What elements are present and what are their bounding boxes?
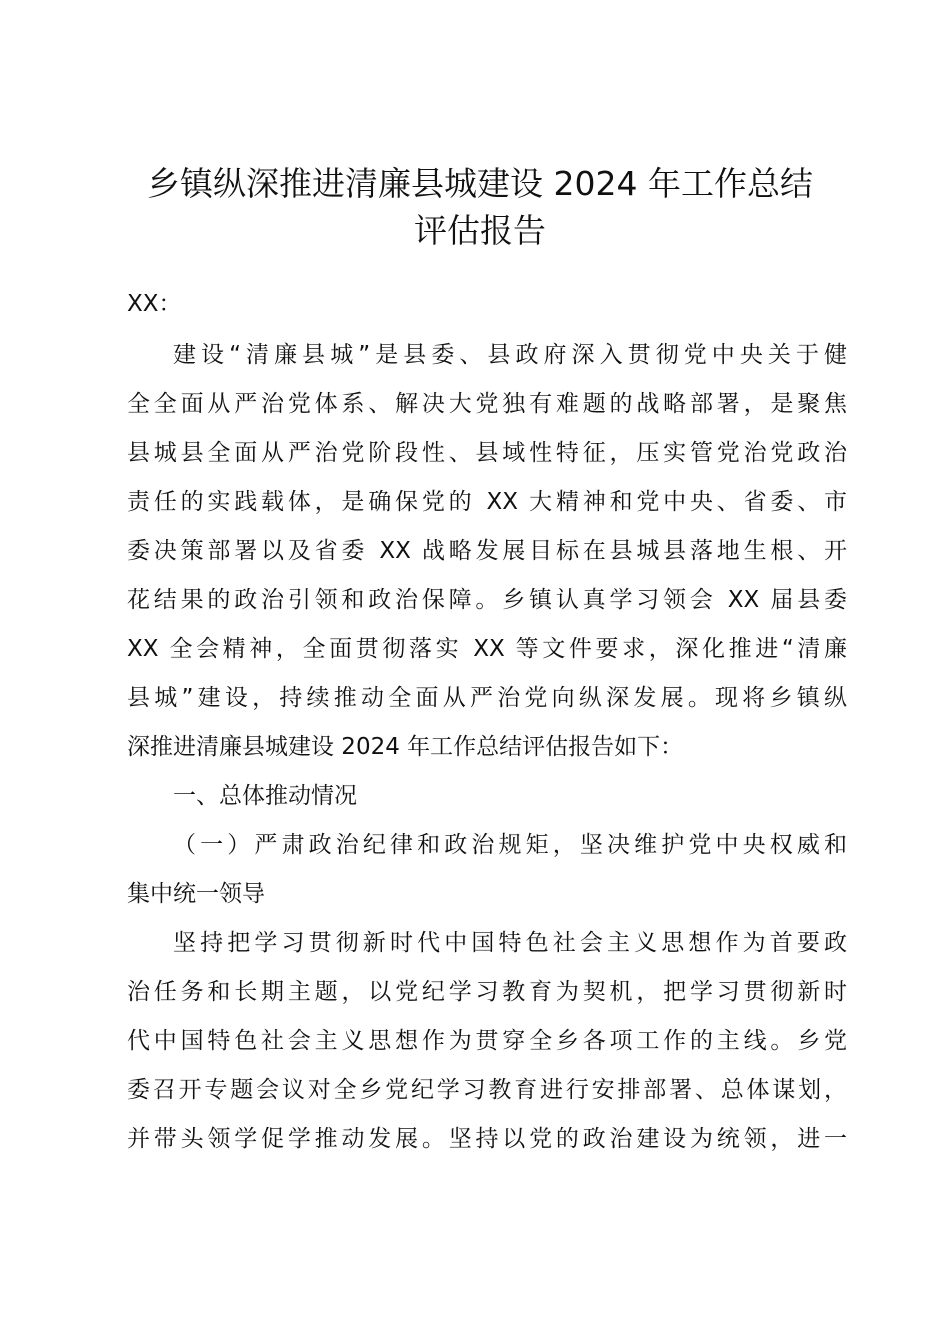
document-body [127,331,847,1164]
document-title [110,160,850,254]
subsection-heading-1 [127,821,847,919]
paragraph-intro [127,331,847,772]
subheading-line: （一）严肃政治纪律和政治规矩，坚决维护党中央权威和 [173,832,847,858]
paragraph-line: 深推进清廉县城建设 2024 年工作总结评估报告如下： [127,734,684,760]
paragraph-line: 花结果的政治引领和政治保障。乡镇认真学习领会 XX 届县委 [127,587,847,613]
paragraph-line: 责任的实践载体，是确保党的 XX 大精神和党中央、省委、市 [127,489,847,515]
paragraph-line: 建设“清廉县城”是县委、县政府深入贯彻党中央关于健 [173,342,847,368]
section-heading-1: 一、总体推动情况 [173,783,357,809]
title-line-1: 乡镇纵深推进清廉县城建设 2024 年工作总结 [147,164,813,203]
paragraph-line: 委召开专题会议对全乡党纪学习教育进行安排部署、总体谋划， [127,1077,847,1103]
paragraph-line: 坚持把学习贯彻新时代中国特色社会主义思想作为首要政 [173,930,847,956]
title-line-2: 评估报告 [414,211,546,250]
subheading-line: 集中统一领导 [127,881,265,907]
paragraph-line: 全全面从严治党体系、解决大党独有难题的战略部署，是聚焦 [127,391,847,417]
paragraph-line: 县城”建设，持续推动全面从严治党向纵深发展。现将乡镇纵 [127,685,847,711]
paragraph-line: 并带头领学促学推动发展。坚持以党的政治建设为统领，进一 [127,1126,847,1152]
paragraph-line: 县城县全面从严治党阶段性、县域性特征，压实管党治党政治 [127,440,847,466]
paragraph-line: XX 全会精神，全面贯彻落实 XX 等文件要求，深化推进“清廉 [127,636,847,662]
paragraph-line: 委决策部署以及省委 XX 战略发展目标在县城县落地生根、开 [127,538,847,564]
salutation: XX： [127,291,182,317]
paragraph-2 [127,919,847,1164]
paragraph-line: 治任务和长期主题，以党纪学习教育为契机，把学习贯彻新时 [127,979,847,1005]
paragraph-line: 代中国特色社会主义思想作为贯穿全乡各项工作的主线。乡党 [127,1028,847,1054]
